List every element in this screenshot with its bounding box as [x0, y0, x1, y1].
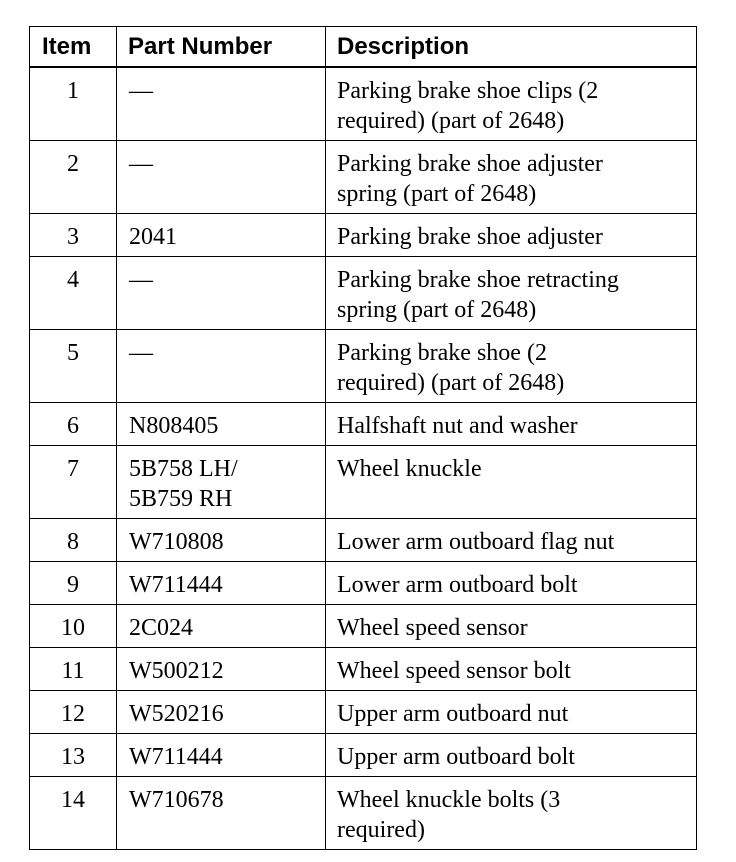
part-number-line: — — [129, 78, 153, 104]
item-number: 4 — [30, 257, 117, 330]
description-line: Upper arm outboard nut — [337, 701, 569, 727]
table-row — [30, 648, 697, 691]
item-number: 8 — [30, 519, 117, 562]
part-number-line: — — [129, 151, 153, 177]
description-line: Halfshaft nut and washer — [337, 413, 578, 439]
part-number — [117, 605, 326, 648]
part-number — [117, 648, 326, 691]
table-row — [30, 605, 697, 648]
part-number-line: W710678 — [129, 787, 224, 813]
part-number — [117, 562, 326, 605]
description — [326, 562, 697, 605]
table-row — [30, 214, 697, 257]
description-line: Wheel speed sensor — [337, 615, 528, 641]
table-row — [30, 257, 697, 330]
table-row — [30, 403, 697, 446]
table-row — [30, 519, 697, 562]
item-number: 9 — [30, 562, 117, 605]
table-row — [30, 691, 697, 734]
description-line: required) — [337, 817, 425, 843]
part-number — [117, 67, 326, 141]
description-line: spring (part of 2648) — [337, 181, 537, 207]
header-item: Item — [30, 27, 117, 68]
part-number-line: 5B759 RH — [129, 486, 233, 512]
part-number — [117, 214, 326, 257]
description — [326, 257, 697, 330]
part-number — [117, 403, 326, 446]
part-number-line: W710808 — [129, 529, 224, 555]
part-number-line: 2C024 — [129, 615, 194, 641]
table-row — [30, 67, 697, 141]
part-number-line: W711444 — [129, 572, 223, 598]
table-body — [30, 67, 697, 850]
part-number — [117, 141, 326, 214]
description — [326, 605, 697, 648]
item-number: 14 — [30, 777, 117, 850]
item-number: 6 — [30, 403, 117, 446]
part-number-line: 5B758 LH/ — [129, 456, 238, 482]
description-line: Upper arm outboard bolt — [337, 744, 575, 770]
part-number — [117, 257, 326, 330]
item-number: 11 — [30, 648, 117, 691]
description — [326, 67, 697, 141]
part-number-line: W711444 — [129, 744, 223, 770]
part-number — [117, 691, 326, 734]
description — [326, 691, 697, 734]
description-line: Parking brake shoe (2 — [337, 340, 547, 366]
table-row — [30, 734, 697, 777]
part-number — [117, 330, 326, 403]
part-number-line: N808405 — [129, 413, 219, 439]
part-number-line: W500212 — [129, 658, 224, 684]
description — [326, 330, 697, 403]
item-number: 3 — [30, 214, 117, 257]
table-row — [30, 777, 697, 850]
part-number — [117, 446, 326, 519]
table-row — [30, 330, 697, 403]
description — [326, 777, 697, 850]
header-description: Description — [326, 27, 697, 68]
part-number-line: — — [129, 267, 153, 293]
description — [326, 141, 697, 214]
item-number: 12 — [30, 691, 117, 734]
description-line: Wheel speed sensor bolt — [337, 658, 571, 684]
part-number — [117, 777, 326, 850]
part-number-line: W520216 — [129, 701, 224, 727]
description-line: Parking brake shoe adjuster — [337, 224, 603, 250]
item-number: 13 — [30, 734, 117, 777]
description — [326, 446, 697, 519]
description-line: Wheel knuckle — [337, 456, 482, 482]
description-line: spring (part of 2648) — [337, 297, 537, 323]
description — [326, 734, 697, 777]
parts-table — [29, 26, 697, 850]
description-line: Wheel knuckle bolts (3 — [337, 787, 561, 813]
description-line: Lower arm outboard bolt — [337, 572, 578, 598]
header-part-number: Part Number — [117, 27, 326, 68]
part-number — [117, 519, 326, 562]
table-row — [30, 562, 697, 605]
description-line: Lower arm outboard flag nut — [337, 529, 615, 555]
header-row — [30, 27, 697, 68]
description — [326, 648, 697, 691]
table-row — [30, 446, 697, 519]
description-line: Parking brake shoe clips (2 — [337, 78, 599, 104]
description-line: required) (part of 2648) — [337, 108, 565, 134]
description — [326, 519, 697, 562]
description — [326, 403, 697, 446]
item-number: 1 — [30, 67, 117, 141]
part-number — [117, 734, 326, 777]
part-number-line: 2041 — [129, 224, 177, 250]
item-number: 7 — [30, 446, 117, 519]
description-line: required) (part of 2648) — [337, 370, 565, 396]
part-number-line: — — [129, 340, 153, 366]
description-line: Parking brake shoe adjuster — [337, 151, 603, 177]
item-number: 5 — [30, 330, 117, 403]
table-row — [30, 141, 697, 214]
item-number: 10 — [30, 605, 117, 648]
item-number: 2 — [30, 141, 117, 214]
description-line: Parking brake shoe retracting — [337, 267, 619, 293]
description — [326, 214, 697, 257]
